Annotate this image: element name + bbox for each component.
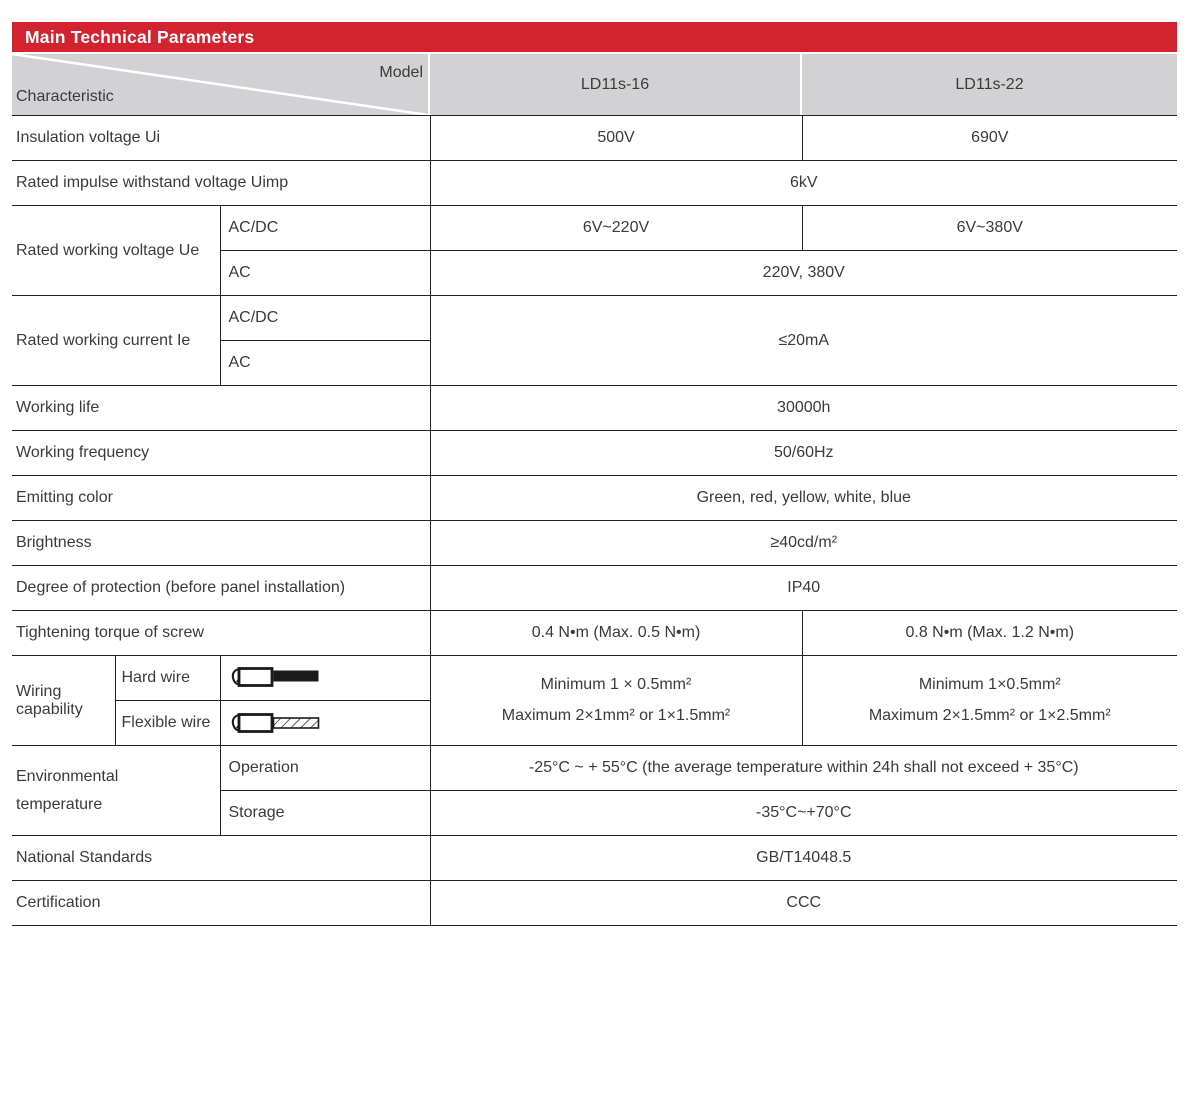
row-insulation-voltage	[12, 116, 1177, 161]
working-voltage-acdc-value-ld11s-16: 6V~220V	[430, 206, 802, 251]
wiring-max-ld11s-16: Maximum 2×1mm² or 1×1.5mm²	[501, 706, 731, 724]
working-voltage-acdc-value-ld11s-22: 6V~380V	[802, 206, 1177, 251]
table-header-row	[12, 54, 1177, 115]
hard-wire-icon-cell	[220, 656, 430, 701]
header-model-characteristic-cell	[12, 54, 428, 115]
section-title-bar	[12, 22, 1177, 52]
tightening-torque-label: Tightening torque of screw	[12, 611, 430, 656]
working-voltage-ac-value: 220V, 380V	[430, 251, 1177, 296]
row-working-current-acdc	[12, 296, 1177, 341]
working-frequency-value: 50/60Hz	[430, 431, 1177, 476]
working-current-acdc-label: AC/DC	[220, 296, 430, 341]
working-life-label: Working life	[12, 386, 430, 431]
section-title: Main Technical Parameters	[25, 26, 255, 47]
storage-label: Storage	[220, 791, 430, 836]
flexible-wire-icon-cell	[220, 701, 430, 746]
row-emitting-color	[12, 476, 1177, 521]
wiring-value-ld11s-22	[802, 656, 1177, 746]
certification-label: Certification	[12, 881, 430, 926]
row-environmental-operation	[12, 746, 1177, 791]
working-frequency-label: Working frequency	[12, 431, 430, 476]
storage-value: -35°C~+70°C	[430, 791, 1177, 836]
row-national-standards	[12, 836, 1177, 881]
flexible-wire-label: Flexible wire	[115, 701, 220, 746]
working-voltage-ac-label: AC	[220, 251, 430, 296]
header-characteristic-label: Characteristic	[16, 88, 114, 105]
row-working-life	[12, 386, 1177, 431]
brightness-label: Brightness	[12, 521, 430, 566]
row-wiring-hard-wire	[12, 656, 1177, 701]
wiring-value-ld11s-16	[430, 656, 802, 746]
wiring-min-ld11s-22: Minimum 1×0.5mm²	[918, 676, 1061, 694]
header-column-ld11s-16: LD11s-16	[430, 54, 800, 115]
row-degree-of-protection	[12, 566, 1177, 611]
row-impulse-voltage	[12, 161, 1177, 206]
certification-value: CCC	[430, 881, 1177, 926]
working-current-label: Rated working current Ie	[12, 296, 220, 386]
brightness-value: ≥40cd/m²	[430, 521, 1177, 566]
impulse-voltage-label: Rated impulse withstand voltage Uimp	[12, 161, 430, 206]
working-current-value: ≤20mA	[430, 296, 1177, 386]
working-voltage-label: Rated working voltage Ue	[12, 206, 220, 296]
row-working-frequency	[12, 431, 1177, 476]
tightening-torque-value-ld11s-16: 0.4 N•m (Max. 0.5 N•m)	[430, 611, 802, 656]
working-voltage-acdc-label: AC/DC	[220, 206, 430, 251]
national-standards-label: National Standards	[12, 836, 430, 881]
impulse-voltage-value: 6kV	[430, 161, 1177, 206]
emitting-color-label: Emitting color	[12, 476, 430, 521]
row-tightening-torque	[12, 611, 1177, 656]
header-model-label: Model	[379, 64, 423, 81]
parameters-table	[12, 115, 1177, 926]
header-column-ld11s-22: LD11s-22	[802, 54, 1177, 115]
tightening-torque-value-ld11s-22: 0.8 N•m (Max. 1.2 N•m)	[802, 611, 1177, 656]
wiring-capability-label: Wiring capability	[12, 656, 115, 746]
degree-of-protection-label: Degree of protection (before panel installation)	[12, 566, 430, 611]
working-current-ac-label: AC	[220, 341, 430, 386]
row-certification	[12, 881, 1177, 926]
insulation-voltage-value-ld11s-22: 690V	[802, 116, 1177, 161]
row-working-voltage-acdc	[12, 206, 1177, 251]
degree-of-protection-value: IP40	[430, 566, 1177, 611]
emitting-color-value: Green, red, yellow, white, blue	[430, 476, 1177, 521]
operation-value: -25°C ~ + 55°C (the average temperature within 24h shall not exceed + 35°C)	[430, 746, 1177, 791]
spec-section	[12, 22, 1177, 926]
operation-label: Operation	[220, 746, 430, 791]
row-brightness	[12, 521, 1177, 566]
hard-wire-icon	[229, 665, 321, 691]
insulation-voltage-label: Insulation voltage Ui	[12, 116, 430, 161]
environmental-temperature-label: Environmental temperature	[12, 746, 220, 836]
flexible-wire-icon	[229, 710, 321, 736]
insulation-voltage-value-ld11s-16: 500V	[430, 116, 802, 161]
wiring-max-ld11s-22: Maximum 2×1.5mm² or 1×2.5mm²	[868, 706, 1111, 724]
wiring-min-ld11s-16: Minimum 1 × 0.5mm²	[540, 676, 692, 694]
working-life-value: 30000h	[430, 386, 1177, 431]
hard-wire-label: Hard wire	[115, 656, 220, 701]
national-standards-value: GB/T14048.5	[430, 836, 1177, 881]
